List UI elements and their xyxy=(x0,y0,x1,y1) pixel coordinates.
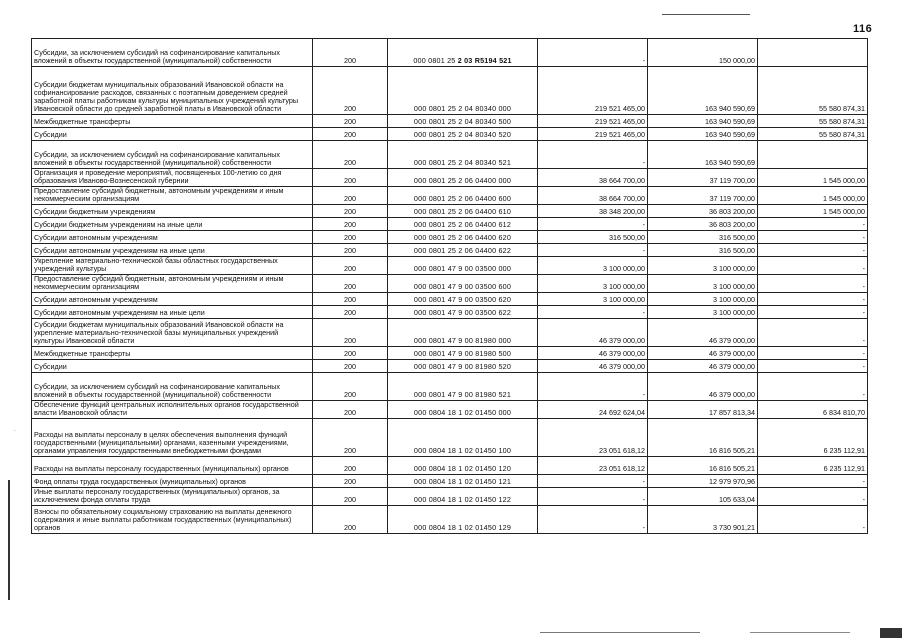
row-code xyxy=(388,293,538,306)
row-grbs: 200 xyxy=(313,419,388,457)
code-prefix: 000 0801 25 2 04 80340 520 xyxy=(413,130,512,139)
code-prefix: 000 0801 47 9 00 03500 600 xyxy=(413,282,512,291)
table-row xyxy=(32,319,868,347)
row-approved: - xyxy=(538,488,648,506)
row-executed: 163 940 590,69 xyxy=(648,115,758,128)
row-remaining: - xyxy=(758,488,868,506)
table-row xyxy=(32,373,868,401)
row-code xyxy=(388,401,538,419)
row-name: Субсидии, за исключением субсидий на софинансирование капитальных вложений в объекты государственной (муниципальной) собственности xyxy=(32,39,313,67)
row-remaining: 55 580 874,31 xyxy=(758,67,868,115)
row-name: Фонд оплаты труда государственных (муниципальных) органов xyxy=(32,475,313,488)
table-row xyxy=(32,401,868,419)
row-approved: 23 051 618,12 xyxy=(538,419,648,457)
row-approved: 38 348 200,00 xyxy=(538,205,648,218)
row-name: Субсидии, за исключением субсидий на софинансирование капитальных вложений в объекты государственной (муниципальной) собственности xyxy=(32,373,313,401)
row-code xyxy=(388,169,538,187)
code-prefix: 000 0801 47 9 00 03500 622 xyxy=(413,308,512,317)
row-executed: 163 940 590,69 xyxy=(648,128,758,141)
table-row xyxy=(32,67,868,115)
row-name: Обеспечение функций центральных исполнительных органов государственной власти Ивановской области xyxy=(32,401,313,419)
row-name: Расходы на выплаты персоналу государственных (муниципальных) органов xyxy=(32,457,313,475)
row-code xyxy=(388,115,538,128)
table-row xyxy=(32,306,868,319)
row-remaining: 1 545 000,00 xyxy=(758,205,868,218)
row-code xyxy=(388,419,538,457)
table-row xyxy=(32,360,868,373)
code-prefix: 000 0801 47 9 00 81980 000 xyxy=(413,336,512,345)
row-remaining: 6 235 112,91 xyxy=(758,419,868,457)
page-number: 116 xyxy=(853,23,873,35)
row-code xyxy=(388,506,538,534)
row-name: Организация и проведение мероприятий, посвященных 100-летию со дня образования Иваново-Вознесенской губернии xyxy=(32,169,313,187)
code-prefix: 000 0801 25 2 04 80340 000 xyxy=(413,104,512,113)
table-row xyxy=(32,488,868,506)
row-code xyxy=(388,244,538,257)
table-row xyxy=(32,257,868,275)
row-remaining: - xyxy=(758,373,868,401)
row-grbs: 200 xyxy=(313,67,388,115)
row-name: Субсидии автономным учреждениям xyxy=(32,293,313,306)
row-approved: 219 521 465,00 xyxy=(538,128,648,141)
row-remaining: 55 580 874,31 xyxy=(758,128,868,141)
code-prefix: 000 0801 47 9 00 03500 620 xyxy=(413,295,512,304)
row-grbs: 200 xyxy=(313,218,388,231)
code-prefix: 000 0801 47 9 00 81980 500 xyxy=(413,349,512,358)
row-grbs: 200 xyxy=(313,275,388,293)
row-grbs: 200 xyxy=(313,141,388,169)
row-name: Предоставление субсидий бюджетным, автономным учреждениям и иным некоммерческим организациям xyxy=(32,275,313,293)
row-approved: - xyxy=(538,244,648,257)
scan-smear xyxy=(880,628,902,638)
row-grbs: 200 xyxy=(313,488,388,506)
row-executed: 46 379 000,00 xyxy=(648,373,758,401)
row-executed: 37 119 700,00 xyxy=(648,169,758,187)
row-executed: 3 100 000,00 xyxy=(648,275,758,293)
row-name: Субсидии автономным учреждениям на иные цели xyxy=(32,244,313,257)
scan-speck: · xyxy=(14,428,16,434)
row-approved: 46 379 000,00 xyxy=(538,319,648,347)
row-code xyxy=(388,319,538,347)
code-prefix: 000 0804 18 1 02 01450 120 xyxy=(413,464,512,473)
table-row xyxy=(32,218,868,231)
row-name: Межбюджетные трансферты xyxy=(32,347,313,360)
table-row xyxy=(32,231,868,244)
row-remaining: - xyxy=(758,218,868,231)
table-row xyxy=(32,205,868,218)
row-executed: 12 979 970,96 xyxy=(648,475,758,488)
row-executed: 16 816 505,21 xyxy=(648,457,758,475)
code-prefix: 000 0801 25 2 04 80340 500 xyxy=(413,117,512,126)
row-code xyxy=(388,218,538,231)
footer-rule xyxy=(540,632,700,633)
row-approved: - xyxy=(538,506,648,534)
row-code xyxy=(388,187,538,205)
code-prefix: 000 0804 18 1 02 01450 000 xyxy=(413,408,512,417)
row-approved: 46 379 000,00 xyxy=(538,347,648,360)
row-code xyxy=(388,457,538,475)
row-executed: 316 500,00 xyxy=(648,244,758,257)
row-approved: 38 664 700,00 xyxy=(538,169,648,187)
row-code xyxy=(388,347,538,360)
row-remaining: - xyxy=(758,231,868,244)
row-executed: 36 803 200,00 xyxy=(648,218,758,231)
table-row xyxy=(32,115,868,128)
row-approved: - xyxy=(538,306,648,319)
row-code xyxy=(388,67,538,115)
row-remaining: 55 580 874,31 xyxy=(758,115,868,128)
code-prefix: 000 0801 25 xyxy=(413,56,458,65)
row-remaining xyxy=(758,39,868,67)
code-prefix: 000 0801 25 2 06 04400 610 xyxy=(413,207,512,216)
row-executed: 3 730 901,21 xyxy=(648,506,758,534)
code-highlight: 2 03 R5194 521 xyxy=(457,56,512,65)
row-code xyxy=(388,360,538,373)
row-name: Субсидии xyxy=(32,360,313,373)
row-executed: 37 119 700,00 xyxy=(648,187,758,205)
row-grbs: 200 xyxy=(313,401,388,419)
row-approved: 38 664 700,00 xyxy=(538,187,648,205)
table-row xyxy=(32,169,868,187)
code-prefix: 000 0801 25 2 06 04400 622 xyxy=(413,246,512,255)
row-approved: 219 521 465,00 xyxy=(538,115,648,128)
row-name: Межбюджетные трансферты xyxy=(32,115,313,128)
row-name: Субсидии xyxy=(32,128,313,141)
row-code xyxy=(388,128,538,141)
row-grbs: 200 xyxy=(313,187,388,205)
row-grbs: 200 xyxy=(313,293,388,306)
table-row xyxy=(32,187,868,205)
table-row xyxy=(32,128,868,141)
row-name: Субсидии автономным учреждениям xyxy=(32,231,313,244)
row-grbs: 200 xyxy=(313,169,388,187)
row-code xyxy=(388,141,538,169)
row-code xyxy=(388,475,538,488)
row-remaining: - xyxy=(758,293,868,306)
row-executed: 46 379 000,00 xyxy=(648,360,758,373)
table-row xyxy=(32,293,868,306)
code-prefix: 000 0801 47 9 00 81980 521 xyxy=(413,390,512,399)
code-prefix: 000 0804 18 1 02 01450 100 xyxy=(413,446,512,455)
row-name: Иные выплаты персоналу государственных (муниципальных) органов, за исключением фонда оплаты труда xyxy=(32,488,313,506)
row-name: Субсидии бюджетам муниципальных образований Ивановской области на софинансирование расходов, связанных с поэтапным доведением средней заработной платы работникам культуры муниципальных учреждений культуры Ивановской области до средней заработной платы в Ивановской области xyxy=(32,67,313,115)
table-row xyxy=(32,457,868,475)
row-executed: 3 100 000,00 xyxy=(648,293,758,306)
row-grbs: 200 xyxy=(313,373,388,401)
row-grbs: 200 xyxy=(313,39,388,67)
code-prefix: 000 0804 18 1 02 01450 121 xyxy=(413,477,512,486)
row-grbs: 200 xyxy=(313,257,388,275)
row-approved: - xyxy=(538,218,648,231)
row-remaining: - xyxy=(758,347,868,360)
row-remaining: 6 235 112,91 xyxy=(758,457,868,475)
row-executed: 36 803 200,00 xyxy=(648,205,758,218)
row-code xyxy=(388,306,538,319)
row-remaining: - xyxy=(758,506,868,534)
row-executed: 17 857 813,34 xyxy=(648,401,758,419)
row-grbs: 200 xyxy=(313,244,388,257)
row-executed: 46 379 000,00 xyxy=(648,319,758,347)
row-approved: 3 100 000,00 xyxy=(538,275,648,293)
row-executed: 150 000,00 xyxy=(648,39,758,67)
row-remaining: - xyxy=(758,257,868,275)
row-code xyxy=(388,39,538,67)
row-name: Субсидии бюджетным учреждениям xyxy=(32,205,313,218)
row-executed: 105 633,04 xyxy=(648,488,758,506)
row-code xyxy=(388,257,538,275)
row-remaining: - xyxy=(758,306,868,319)
code-prefix: 000 0801 47 9 00 03500 000 xyxy=(413,264,512,273)
row-remaining: 1 545 000,00 xyxy=(758,169,868,187)
row-approved: 3 100 000,00 xyxy=(538,293,648,306)
table-row xyxy=(32,141,868,169)
code-prefix: 000 0801 25 2 06 04400 000 xyxy=(413,176,512,185)
row-executed: 16 816 505,21 xyxy=(648,419,758,457)
row-name: Расходы на выплаты персоналу в целях обеспечения выполнения функций государственными (муниципальными) органами, казенными учреждениями, органами управления государственными внебюджетными фондами xyxy=(32,419,313,457)
row-executed: 3 100 000,00 xyxy=(648,257,758,275)
table-row xyxy=(32,506,868,534)
table-row xyxy=(32,275,868,293)
row-code xyxy=(388,488,538,506)
row-remaining: 1 545 000,00 xyxy=(758,187,868,205)
row-approved: 219 521 465,00 xyxy=(538,67,648,115)
table-row xyxy=(32,475,868,488)
row-code xyxy=(388,205,538,218)
code-prefix: 000 0801 25 2 06 04400 612 xyxy=(413,220,512,229)
scan-edge-mark xyxy=(8,480,10,600)
row-executed: 163 940 590,69 xyxy=(648,67,758,115)
row-grbs: 200 xyxy=(313,457,388,475)
table-row xyxy=(32,244,868,257)
row-approved: 23 051 618,12 xyxy=(538,457,648,475)
row-name: Субсидии бюджетным учреждениям на иные цели xyxy=(32,218,313,231)
row-approved: 46 379 000,00 xyxy=(538,360,648,373)
code-prefix: 000 0801 25 2 04 80340 521 xyxy=(413,158,512,167)
row-approved: - xyxy=(538,373,648,401)
row-grbs: 200 xyxy=(313,115,388,128)
table-row xyxy=(32,39,868,67)
code-prefix: 000 0801 25 2 06 04400 620 xyxy=(413,233,512,242)
row-approved: - xyxy=(538,475,648,488)
row-grbs: 200 xyxy=(313,360,388,373)
row-executed: 46 379 000,00 xyxy=(648,347,758,360)
code-prefix: 000 0804 18 1 02 01450 122 xyxy=(413,495,512,504)
table-row xyxy=(32,419,868,457)
row-executed: 3 100 000,00 xyxy=(648,306,758,319)
row-name: Взносы по обязательному социальному страхованию на выплаты денежного содержания и иные выплаты работникам государственных (муниципальных) органов xyxy=(32,506,313,534)
row-code xyxy=(388,373,538,401)
code-prefix: 000 0801 47 9 00 81980 520 xyxy=(413,362,512,371)
row-remaining: - xyxy=(758,319,868,347)
row-remaining: - xyxy=(758,244,868,257)
row-remaining: - xyxy=(758,360,868,373)
row-remaining xyxy=(758,141,868,169)
row-grbs: 200 xyxy=(313,128,388,141)
table-row xyxy=(32,347,868,360)
row-remaining: 6 834 810,70 xyxy=(758,401,868,419)
code-prefix: 000 0804 18 1 02 01450 129 xyxy=(413,523,512,532)
row-name: Субсидии автономным учреждениям на иные цели xyxy=(32,306,313,319)
row-remaining: - xyxy=(758,275,868,293)
row-approved: 316 500,00 xyxy=(538,231,648,244)
header-rule xyxy=(662,14,750,15)
footer-rule-2 xyxy=(750,632,850,633)
row-grbs: 200 xyxy=(313,231,388,244)
budget-table-body xyxy=(32,39,868,534)
row-name: Предоставление субсидий бюджетным, автономным учреждениям и иным некоммерческим организациям xyxy=(32,187,313,205)
row-grbs: 200 xyxy=(313,347,388,360)
row-grbs: 200 xyxy=(313,306,388,319)
row-code xyxy=(388,275,538,293)
row-approved: - xyxy=(538,39,648,67)
budget-table xyxy=(31,38,868,534)
row-executed: 163 940 590,69 xyxy=(648,141,758,169)
row-approved: - xyxy=(538,141,648,169)
row-name: Субсидии, за исключением субсидий на софинансирование капитальных вложений в объекты государственной (муниципальной) собственности xyxy=(32,141,313,169)
row-executed: 316 500,00 xyxy=(648,231,758,244)
row-grbs: 200 xyxy=(313,205,388,218)
code-prefix: 000 0801 25 2 06 04400 600 xyxy=(413,194,512,203)
row-name: Субсидии бюджетам муниципальных образований Ивановской области на укрепление материально-технической базы муниципальных учреждений культуры Ивановской области xyxy=(32,319,313,347)
row-grbs: 200 xyxy=(313,475,388,488)
row-approved: 3 100 000,00 xyxy=(538,257,648,275)
row-remaining: - xyxy=(758,475,868,488)
row-grbs: 200 xyxy=(313,319,388,347)
row-name: Укрепление материально-технической базы областных государственных учреждений культуры xyxy=(32,257,313,275)
row-approved: 24 692 624,04 xyxy=(538,401,648,419)
row-grbs: 200 xyxy=(313,506,388,534)
row-code xyxy=(388,231,538,244)
